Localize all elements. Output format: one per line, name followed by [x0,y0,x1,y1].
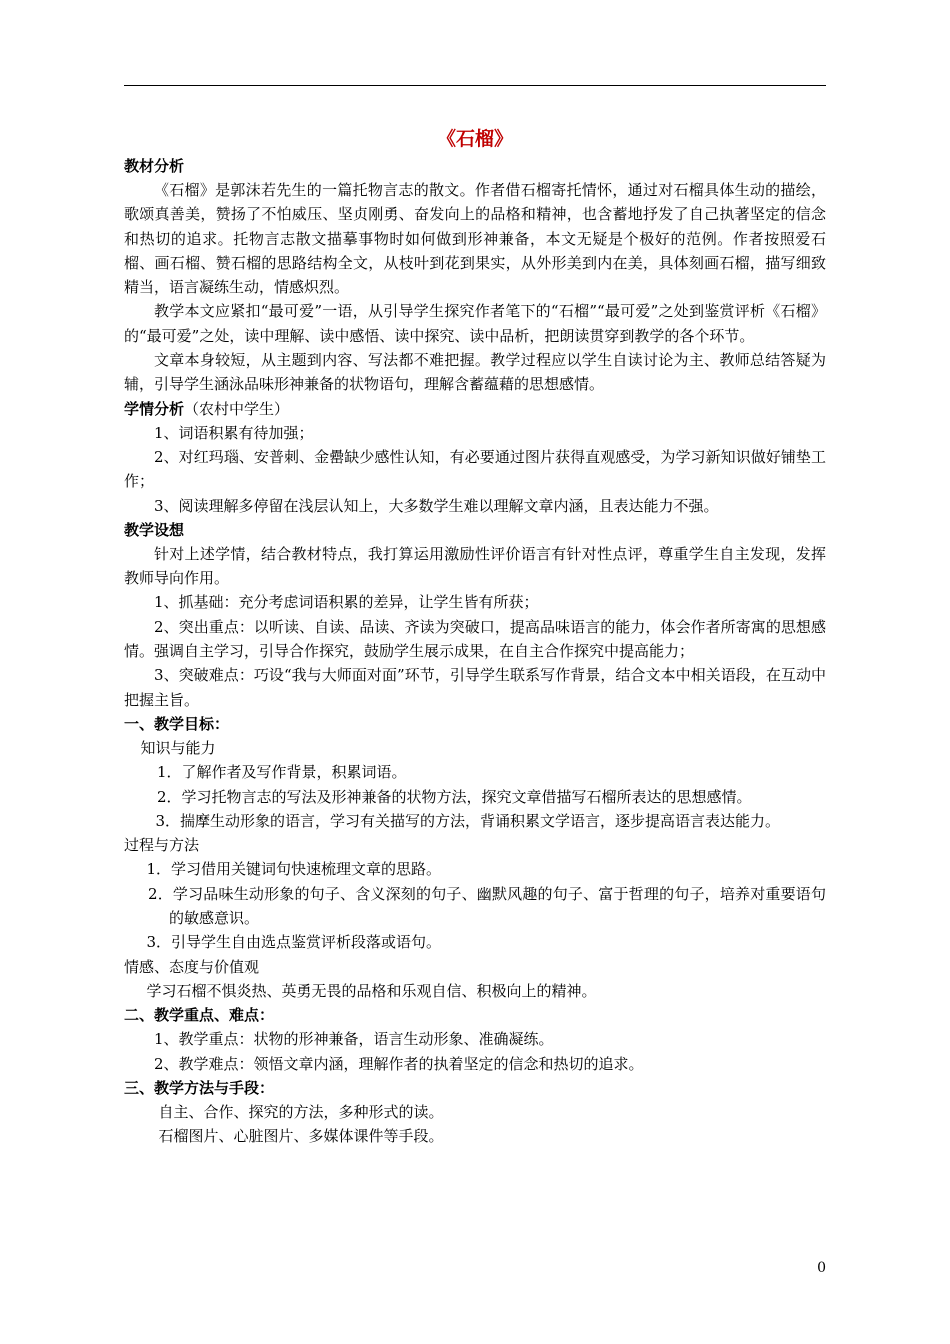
subheading-knowledge: 知识与能力 [140,738,216,757]
list-item: 1．学习借用关键词句快速梳理文章的思路。 [146,860,442,879]
list-item: 3、阅读理解多停留在浅层认知上，大多数学生难以理解文章内涵，且表达能力不强。 [154,496,719,515]
paragraph: 针对上述学情，结合教材特点，我打算运用激励性评价语言有针对性点评，尊重学生自主发现，发挥教师导向作用。 [124,544,826,588]
heading-subtext: （农村中学生） [184,399,290,418]
paragraph: 教学本文应紧扣“最可爱”一语，从引导学生探究作者笔下的“石榴”“最可爱”之处到鉴赏评析《石榴》的“最可爱”之处，读中理解、读中感悟、读中探究、读中品析，把朗读贯穿到教学的各个环节。 [124,302,826,345]
list-item: 学习石榴不惧炎热、英勇无畏的品格和乐观自信、积极向上的精神。 [146,981,597,1000]
list-item: 1、教学重点：状物的形神兼备，语言生动形象、准确凝练。 [154,1030,554,1049]
heading-key-points: 二、教学重点、难点： [124,1006,275,1025]
list-item: 2．学习品味生动形象的句子、含义深刻的句子、幽默风趣的句子、富于哲理的句子，培养对重要语句的敏感意识。 [148,884,826,928]
subheading-emotion: 情感、态度与价值观 [124,957,260,976]
list-item: 2、对红玛瑙、安普刺、金罍缺少感性认知，有必要通过图片获得直观感受，为学习新知识做好铺垫工作； [124,447,826,491]
header-rule [124,85,826,86]
heading-methods: 三、教学方法与手段： [124,1078,275,1097]
heading-teaching-plan: 教学设想 [124,520,185,539]
list-item: 2、突出重点：以听读、自读、品读、齐读为突破口，提高品味语言的能力，体会作者所寄寓的思想感情。强调自主学习，引导合作探究，鼓励学生展示成果，在自主合作探究中提高能力； [124,617,826,661]
heading-learner-analysis [124,397,826,421]
list-item: 3．引导学生自由选点鉴赏评析段落或语句。 [146,933,442,952]
list-item: 3．揣摩生动形象的语言，学习有关描写的方法，背诵积累文学语言，逐步提高语言表达能力。 [155,811,781,830]
list-item: 1、抓基础：充分考虑词语积累的差异，让学生皆有所获； [154,593,539,612]
heading-text: 学情分析 [124,399,185,418]
document-title: 《石榴》 [436,128,513,150]
paragraph: 《石榴》是郭沫若先生的一篇托物言志的散文。作者借石榴寄托情怀，通过对石榴具体生动的描绘，歌颂真善美，赞扬了不怕威压、坚贞刚勇、奋发向上的品格和精神，也含蓄地抒发了自己执著坚定的信念和热切的追求。托物言志散文描摹事物时如何做到形神兼备，本文无疑是个极好的范例。作者按照爱石榴、画石榴、赞石榴的思路结构全文，从枝叶到花到果实，从外形美到内在美，具体刻画石榴，描写细致精当，语言凝练生动，情感炽烈。 [124,181,826,297]
list-item: 自主、合作、探究的方法，多种形式的读。 [158,1102,444,1121]
list-item: 2、教学难点：领悟文章内涵，理解作者的执着坚定的信念和热切的追求。 [154,1054,644,1073]
list-item: 3、突破难点：巧设“我与大师面对面”环节，引导学生联系写作背景，结合文本中相关语段，在互动中把握主旨。 [124,666,826,709]
subheading-process: 过程与方法 [124,836,200,855]
list-item: 2．学习托物言志的写法及形神兼备的状物方法，探究文章借描写石榴所表达的思想感情。 [157,787,752,806]
paragraph: 文章本身较短，从主题到内容、写法都不难把握。教学过程应以学生自读讨论为主、教师总结答疑为辅，引导学生涵泳品味形神兼备的状物语句，理解含蓄蕴藉的思想感情。 [124,351,826,394]
page-number: 0 [817,1260,826,1276]
list-item: 1．了解作者及写作背景，积累词语。 [157,763,407,782]
heading-teaching-goals: 一、教学目标： [124,714,230,733]
list-item: 石榴图片、心脏图片、多媒体课件等手段。 [158,1127,444,1146]
heading-textbook-analysis: 教材分析 [124,157,185,175]
document-body [124,124,826,1148]
list-item: 1、词语积累有待加强； [154,423,314,442]
